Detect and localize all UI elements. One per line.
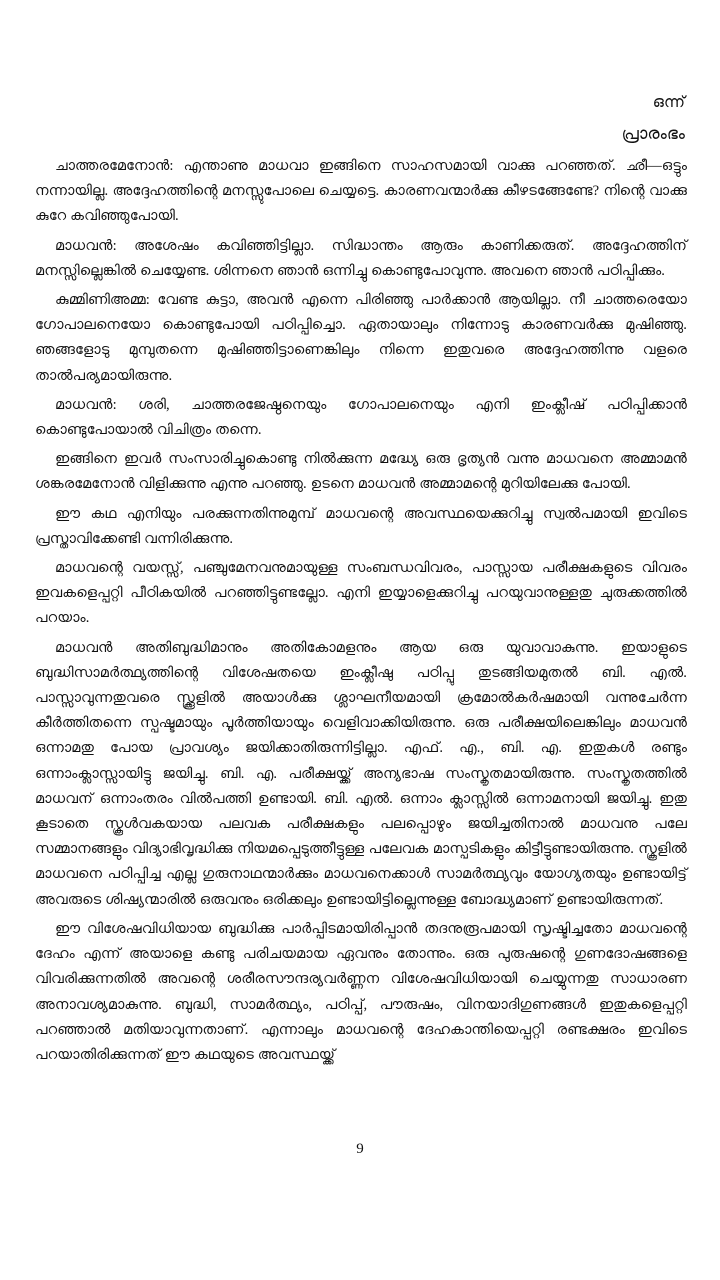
paragraph: ചാത്തരമേനോൻ: എന്താണു മാധവാ ഇങ്ങിനെ സാഹസമായി വാക്കു പറഞ്ഞത്. ഛീ—ഒട്ടും നന്നായില്ല. അദ്ദേഹത്തിന്റെ മനസ്സുപോലെ ചെയ്യട്ടെ. കാരണവന്മാർക്കു കീഴടങ്ങേണ്ടേ? നിന്റെ വാക്കു കുറേ കവിഞ്ഞുപോയി. [35,158,687,225]
page-number: 9 [356,1141,364,1157]
chapter-title: പ്രാരംഭം [621,124,685,143]
paragraph: മാധവന്റെ വയസ്സ്, പഞ്ചുമേനവനുമായുള്ള സംബന്ധവിവരം, പാസ്സായ പരീക്ഷകളുടെ വിവരം ഇവകളെപ്പറ്റി പീഠികയിൽ പറഞ്ഞിട്ടുണ്ടല്ലോ. എനി ഇയ്യാളെക്കുറിച്ചു പറയുവാനുള്ളതു ചുരുക്കത്തിൽ പറയാം. [35,560,687,627]
paragraph: ഇങ്ങിനെ ഇവർ സംസാരിച്ചുകൊണ്ടു നിൽക്കുന്ന മദ്ധ്യേ ഒരു ഭൃത്യൻ വന്നു മാധവനെ അമ്മാമൻ ശങ്കരമേനോൻ വിളിക്കുന്നു എന്നു പറഞ്ഞു. ഉടനെ മാധവൻ അമ്മാമന്റെ മുറിയിലേക്കു പോയി. [35,451,687,493]
paragraph: മാധവൻ: ശരി, ചാത്തരജേഷ്ഠനെയും ഗോപാലനെയും എനി ഇംക്ലീഷ് പഠിപ്പിക്കാൻ കൊണ്ടുപോയാൽ വിചിത്രം തന്നെ. [35,396,687,439]
paragraph: മാധവൻ അതിബുദ്ധിമാനും അതികോമളനും ആയ ഒരു യുവാവാകുന്നു. ഇയാളുടെ ബുദ്ധിസാമർത്ഥ്യത്തിന്റെ വിശേഷതയെ ഇംക്ലീഷു പഠിപ്പു തുടങ്ങിയമുതൽ ബി. എൽ. പാസ്സാവുന്നതുവരെ സ്ക്കൂളിൽ അയാൾക്കു ശ്ലാഘനീയമായി ക്രമോൽകർഷമായി വന്നുചേർന്ന കീർത്തിതന്നെ സ്പഷ്ടമായും പൂർത്തിയായും വെളിവാക്കിയിരുന്നു. ഒരു പരീക്ഷയിലെങ്കിലും മാധവൻ ഒന്നാമതു പോയ പ്രാവശ്യം ജയിക്കാതിരുന്നിട്ടില്ലാ. എഫ്. എ., ബി. എ. ഇതുകൾ രണ്ടും ഒന്നാംക്ലാസ്സായിട്ടു ജയിച്ചു. ബി. എ. പരീക്ഷയ്ക്ക് അന്യഭാഷ സംസ്കൃതമായിരുന്നു. സംസ്കൃതത്തിൽ മാധവന് ഒന്നാംതരം വിൽപത്തി ഉണ്ടായി. ബി. എൽ. ഒന്നാം ക്ലാസ്സിൽ ഒന്നാമനായി ജയിച്ചു. ഇതു കൂടാതെ സ്കൂൾവകയായ പലവക പരീക്ഷകളും പലപ്പൊഴും ജയിച്ചതിനാൽ മാധവനു പലേ സമ്മാനങ്ങളും വിദ്യാഭിവൃദ്ധിക്കു നിയമപ്പെടുത്തീട്ടുള്ള പലേവക മാസ്പടികളും കിട്ടീട്ടുണ്ടായിരുന്നു. സ്കൂളിൽ മാധവനെ പഠിപ്പിച്ച എല്ല ഗുരുനാഥന്മാർക്കും മാധവനെക്കാൾ സാമർത്ഥ്യവും യോഗ്യതയും ഉണ്ടായിട്ട് അവരുടെ ശിഷ്യന്മാരിൽ ഒരുവനും ഒരിക്കലും ഉണ്ടായിട്ടില്ലെന്നുള്ള ബോദ്ധ്യമാണ് ഉണ്ടായിരുന്നത്. [35,639,687,908]
paragraph: മാധവൻ: അശേഷം കവിഞ്ഞിട്ടില്ലാ. സിദ്ധാന്തം ആരും കാണിക്കരുത്. അദ്ദേഹത്തിന് മനസ്സില്ലെങ്കിൽ ചെയ്യേണ്ട. ശിന്നനെ ഞാൻ ഒന്നിച്ചു കൊണ്ടുപോവുന്നു. അവനെ ഞാൻ പഠിപ്പിക്കും. [35,237,687,279]
chapter-heading [35,88,687,149]
body-text [35,154,687,1068]
chapter-number: ഒന്ന് [652,94,685,111]
paragraph: കുമ്മിണിഅമ്മ: വേണ്ട കുട്ടാ, അവൻ എന്നെ പിരിഞ്ഞു പാർക്കാൻ ആയില്ലാ. നീ ചാത്തരെയോ ഗോപാലനെയോ കൊണ്ടുപോയി പഠിപ്പിച്ചൊ. ഏതായാലും നിന്നോടു കാരണവർക്കു മുഷിഞ്ഞു. ഞങ്ങളോടു മുമ്പുതന്നെ മുഷിഞ്ഞിട്ടാണെങ്കിലും നിന്നെ ഇതുവരെ അദ്ദേഹത്തിന്നു വളരെ താൽപര്യമായിരുന്നു. [35,292,687,384]
paragraph: ഈ വിശേഷവിധിയായ ബുദ്ധിക്കു പാർപ്പിടമായിരിപ്പാൻ തദനുരൂപമായി സൃഷ്ടിച്ചതോ മാധവന്റെ ദേഹം എന്ന് അയാളെ കണ്ടു പരിചയമായ ഏവനും തോന്നും. ഒരു പുരുഷന്റെ ഗുണദോഷങ്ങളെ വിവരിക്കുന്നതിൽ അവന്റെ ശരീരസൗന്ദര്യവർണ്ണന വിശേഷവിധിയായി ചെയ്യുന്നതു സാധാരണ അനാവശ്യമാകുന്നു. ബുദ്ധി, സാമർത്ഥ്യം, പഠിപ്പ്, പൗരുഷം, വിനയാദിഗുണങ്ങൾ ഇതുകളെപ്പറ്റി പറഞ്ഞാൽ മതിയാവുന്നതാണ്. എന്നാലും മാധവന്റെ ദേഹകാന്തിയെപ്പറ്റി രണ്ടക്ഷരം ഇവിടെ പറയാതിരിക്കുന്നത് ഈ കഥയുടെ അവസ്ഥയ്ക്ക് [35,920,687,1063]
page-footer [0,1140,720,1158]
paragraph: ഈ കഥ എനിയും പരക്കുന്നതിന്നുമുമ്പ് മാധവന്റെ അവസ്ഥയെക്കുറിച്ചു സ്വൽപമായി ഇവിടെ പ്രസ്താവിക്കേണ്ടി വന്നിരിക്കുന്നു. [35,505,687,547]
